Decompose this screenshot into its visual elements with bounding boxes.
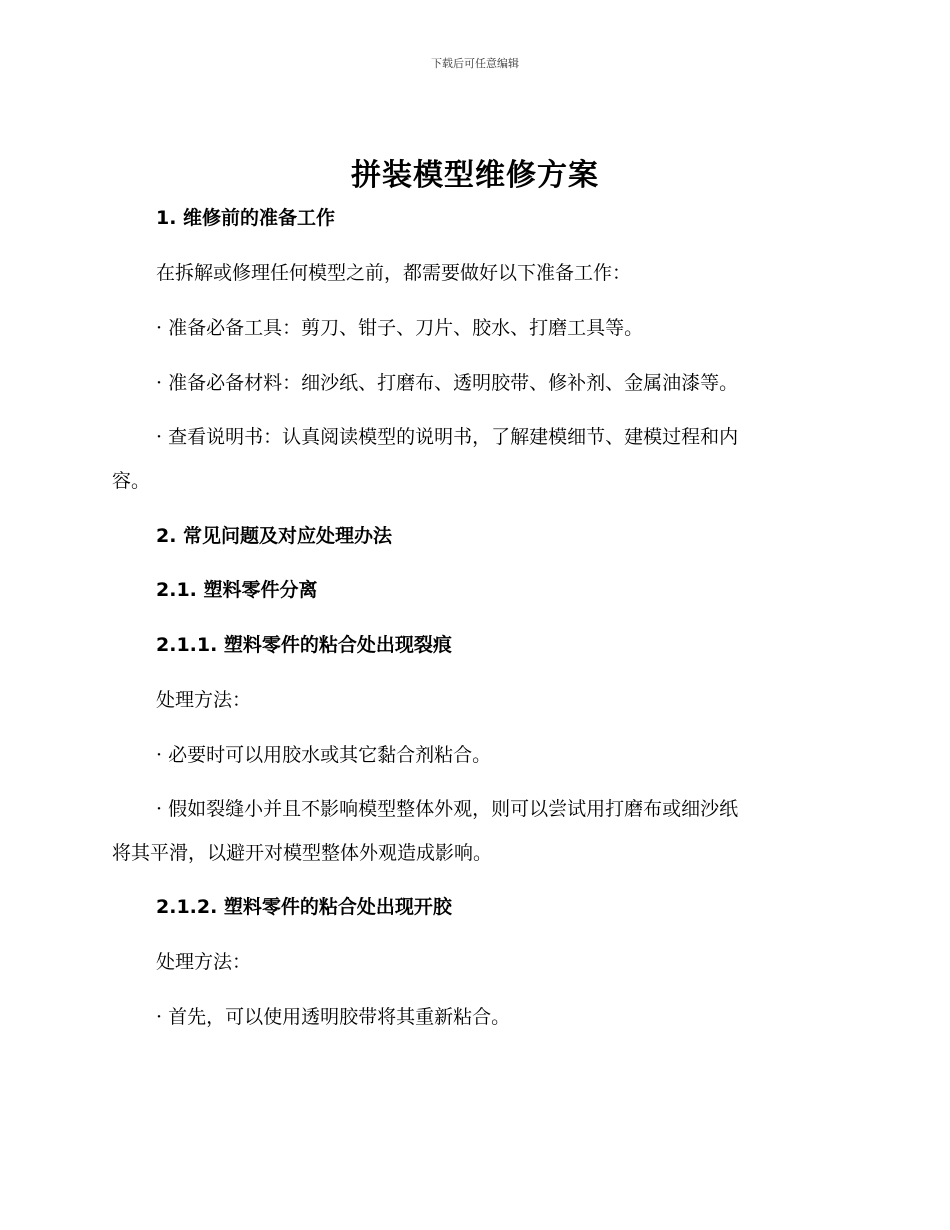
bullet-manual-line1: · 查看说明书：认真阅读模型的说明书，了解建模细节、建模过程和内 <box>156 426 739 448</box>
method-label-1: 处理方法： <box>156 689 252 711</box>
heading-2: 2. 常见问题及对应处理办法 <box>156 525 393 547</box>
method-label-2: 处理方法： <box>156 951 252 973</box>
page-header-note: 下载后可任意编辑 <box>431 57 519 70</box>
heading-2-1: 2.1. 塑料零件分离 <box>156 579 318 601</box>
heading-1: 1. 维修前的准备工作 <box>156 207 336 229</box>
bullet-tape: · 首先，可以使用透明胶带将其重新粘合。 <box>156 1006 511 1028</box>
bullet-glue: · 必要时可以用胶水或其它黏合剂粘合。 <box>156 744 492 766</box>
heading-2-1-2: 2.1.2. 塑料零件的粘合处出现开胶 <box>156 896 452 918</box>
bullet-manual-line2: 容。 <box>112 470 151 492</box>
bullet-sanding-line2: 将其平滑，以避开对模型整体外观造成影响。 <box>112 842 493 864</box>
bullet-materials: · 准备必备材料：细沙纸、打磨布、透明胶带、修补剂、金属油漆等。 <box>156 372 739 394</box>
bullet-tools: · 准备必备工具：剪刀、钳子、刀片、胶水、打磨工具等。 <box>156 317 644 339</box>
bullet-sanding-line1: · 假如裂缝小并且不影响模型整体外观，则可以尝试用打磨布或细沙纸 <box>156 798 739 820</box>
document-title: 拼装模型维修方案 <box>351 158 599 193</box>
paragraph-intro: 在拆解或修理任何模型之前，都需要做好以下准备工作： <box>156 262 632 284</box>
heading-2-1-1: 2.1.1. 塑料零件的粘合处出现裂痕 <box>156 634 452 656</box>
